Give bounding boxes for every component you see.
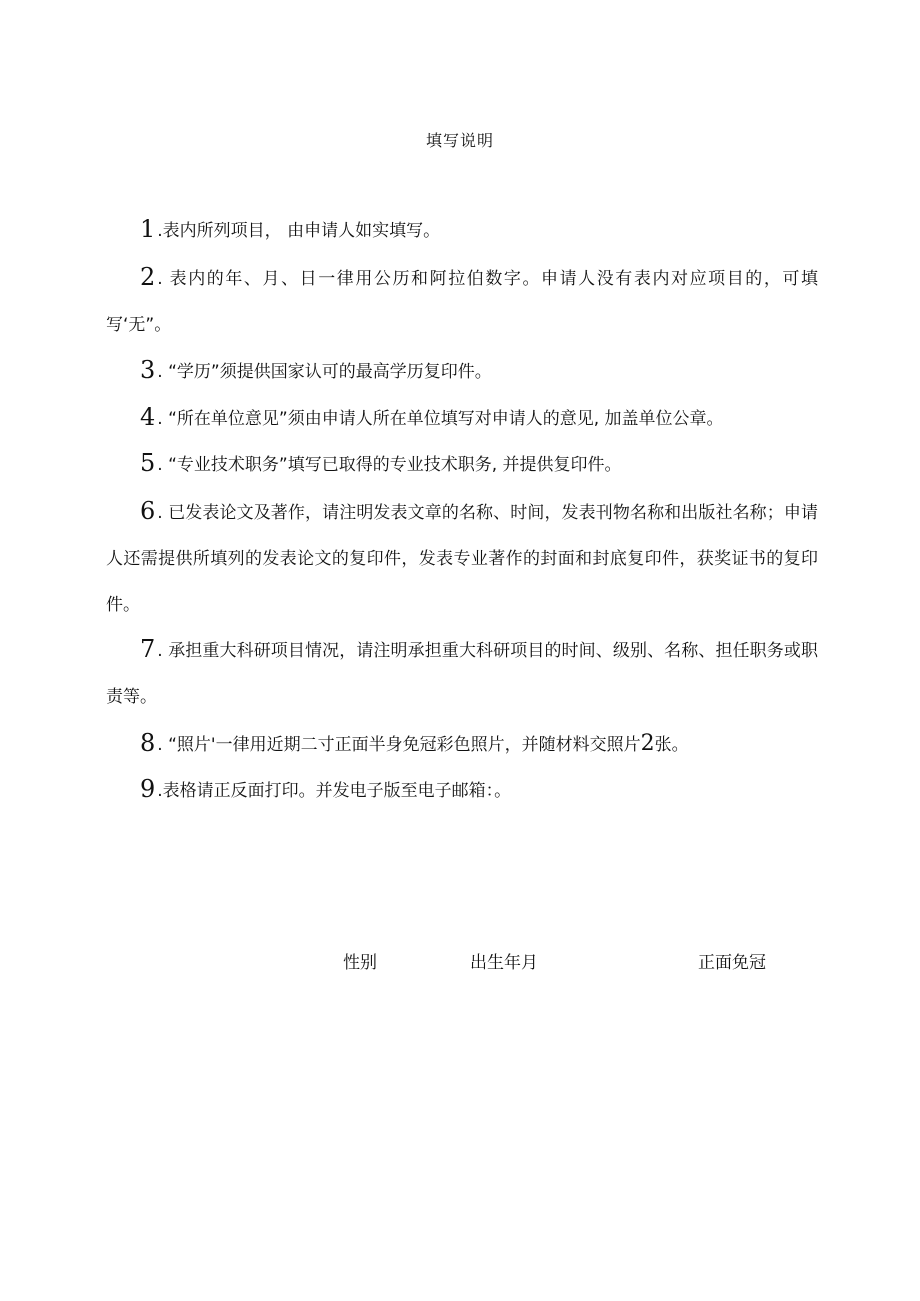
instruction-item-1 (106, 206, 818, 254)
item-number: 1 (140, 215, 156, 243)
instruction-item-9 (106, 766, 818, 814)
instruction-item-5 (106, 440, 818, 488)
instruction-item-6 (106, 488, 818, 628)
instruction-item-8 (106, 720, 818, 768)
instruction-item-4 (106, 394, 818, 442)
item-text: . 已发表论文及著作，请注明发表文章的名称、时间，发表刊物名称和出版社名称；申请人还需提供所填列的发表论文的复印件，发表专业著作的封面和封底复印件，获奖证书的复印件。 (106, 503, 818, 615)
page-title: 填写说明 (425, 131, 494, 150)
item-text: . 承担重大科研项目情况，请注明承担重大科研项目的时间、级别、名称、担任职务或职责等。 (106, 641, 818, 707)
item-number: 2 (140, 263, 156, 291)
gender-label: 性别 (343, 953, 377, 973)
item-text: . 表内的年、月、日一律用公历和阿拉伯数字。申请人没有表内对应项目的，可填写‘无”。 (106, 269, 818, 335)
birth-date-label: 出生年月 (470, 953, 538, 973)
item-number: 3 (140, 356, 156, 384)
item-number: 4 (140, 403, 156, 431)
instruction-item-3 (106, 347, 818, 395)
item-text: . “照片'一律用近期二寸正面半身免冠彩色照片，并随材料交照片 (157, 735, 641, 755)
item-text: .表内所列项目， 由申请人如实填写。 (157, 221, 441, 241)
item-number: 9 (140, 775, 156, 803)
item-text: . “学历”须提供国家认可的最高学历复印件。 (157, 362, 492, 382)
item-text: . “所在单位意见”须由申请人所在单位填写对申请人的意见, 加盖单位公章。 (157, 409, 724, 429)
photo-count: 2 (640, 731, 655, 756)
item-text: .表格请正反面打印。并发电子版至电子邮箱：。 (157, 781, 512, 801)
photo-label: 正面免冠 (698, 953, 766, 973)
instruction-item-2 (106, 254, 818, 348)
item-number: 7 (140, 635, 156, 663)
item-text-end: 张。 (654, 735, 689, 755)
item-text: . “专业技术职务”填写已取得的专业技术职务, 并提供复印件。 (157, 455, 622, 475)
item-number: 5 (140, 449, 156, 477)
instruction-item-7 (106, 626, 818, 720)
item-number: 6 (140, 497, 156, 525)
item-number: 8 (140, 729, 156, 757)
